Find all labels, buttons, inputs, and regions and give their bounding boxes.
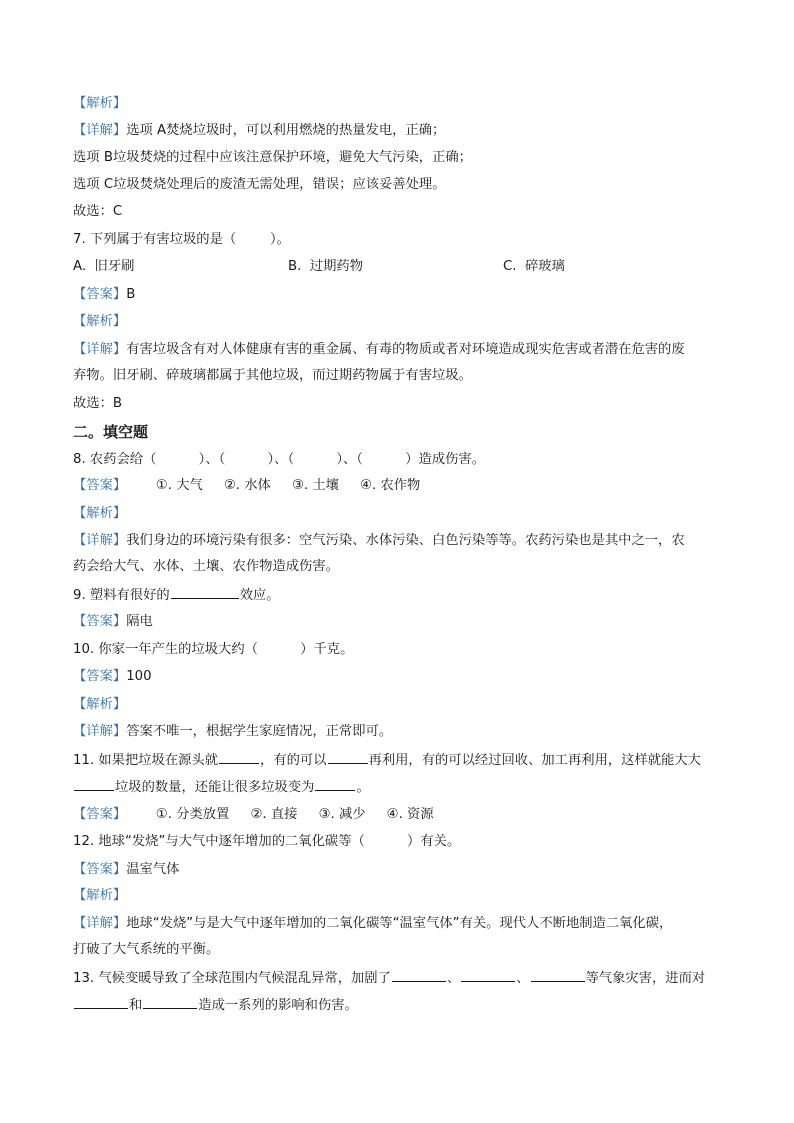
- line-text: 100: [126, 669, 152, 684]
- text-line: [73, 313, 126, 331]
- line-text: 地球“发烧”与是大气中逐年增加的二氧化碳等“温室气体”有关。现代人不断地制造二氧化碳，: [126, 916, 673, 931]
- fill-in-blank: [171, 586, 239, 599]
- line-text: 打破了大气系统的平衡。: [73, 942, 220, 957]
- text-line: [73, 861, 179, 879]
- text-line: [73, 996, 358, 1015]
- line-text: 9. 塑料有很好的: [73, 588, 170, 603]
- section-tag: 【详解】: [73, 123, 127, 138]
- text-line: [73, 558, 339, 576]
- text-line: [73, 149, 472, 167]
- answer-option: B. 过期药物: [288, 259, 363, 274]
- text-line: [73, 203, 122, 221]
- section-tag: 【答案】: [73, 669, 127, 684]
- text-line: [73, 505, 126, 523]
- line-text: 答案不唯一，根据学生家庭情况，正常即可。: [126, 724, 393, 739]
- text-line: [73, 668, 152, 686]
- section-heading: [73, 423, 148, 441]
- line-text: 有害垃圾含有对人体健康有害的重金属、有毒的物质或者对环境造成现实危害或者潜在危害的废: [126, 342, 685, 357]
- fill-in-blank: [219, 751, 259, 764]
- text-line: [73, 451, 485, 469]
- line-text: 和: [129, 998, 143, 1013]
- text-line: [73, 941, 219, 959]
- text-line: [73, 477, 420, 495]
- line-text: 8. 农药会给（ ）、（ ）、（ ）、（ ）造成伤害。: [73, 452, 486, 467]
- text-line: [73, 641, 353, 659]
- text-line: [73, 286, 135, 304]
- section-tag: 【解析】: [73, 697, 127, 712]
- section-tag: 【答案】: [73, 287, 127, 302]
- text-line: [73, 586, 280, 605]
- line-text: 选项 B垃圾焚烧的过程中应该注意保护环境，避免大气污染，正确；: [73, 150, 472, 165]
- text-line: [73, 969, 705, 988]
- text-line: [73, 341, 685, 359]
- line-text: 选项 A焚烧垃圾时，可以利用燃烧的热量发电，正确；: [126, 123, 446, 138]
- fill-in-blank: [74, 996, 128, 1009]
- line-text: 垃圾的数量，还能让很多垃圾变为: [115, 780, 315, 795]
- text-line: [73, 751, 701, 770]
- text-line: [73, 806, 434, 824]
- text-line: [73, 833, 460, 851]
- line-text: 11. 如果把垃圾在源头就: [73, 753, 219, 768]
- text-line: [73, 395, 122, 413]
- line-text: 、: [516, 971, 530, 986]
- fill-in-blank: [328, 751, 368, 764]
- line-text: 温室气体: [126, 862, 180, 877]
- text-line: [73, 887, 126, 905]
- line-text: B: [126, 287, 136, 302]
- text-line: [73, 532, 685, 550]
- line-text: 二。填空题: [73, 423, 149, 441]
- line-text: 选项 C垃圾焚烧处理后的废渣无需处理，错误；应该妥善处理。: [73, 177, 446, 192]
- line-text: 造成一系列的影响和伤害。: [198, 998, 358, 1013]
- line-text: ，有的可以: [260, 753, 327, 768]
- fill-in-blank: [392, 969, 446, 982]
- section-tag: 【解析】: [73, 506, 127, 521]
- line-text: ①. 分类放置 ②. 直接 ③. 减少 ④. 资源: [126, 807, 434, 822]
- section-tag: 【解析】: [73, 888, 127, 903]
- line-text: 我们身边的环境污染有很多：空气污染、水体污染、白色污染等等。农药污染也是其中之一，农: [126, 533, 685, 548]
- line-text: 隔电: [126, 614, 153, 629]
- section-tag: 【答案】: [73, 478, 127, 493]
- line-text: 再利用，有的可以经过回收、加工再利用，这样就能大大: [368, 753, 701, 768]
- text-line: [73, 613, 153, 631]
- fill-in-blank: [461, 969, 515, 982]
- line-text: 12. 地球“发烧”与大气中逐年增加的二氧化碳等（ ）有关。: [73, 834, 461, 849]
- answer-option: C. 碎玻璃: [503, 259, 565, 274]
- fill-in-blank: [315, 778, 355, 791]
- line-text: 7. 下列属于有害垃圾的是（ ）。: [73, 232, 290, 247]
- line-text: 药会给大气、水体、土壤、农作物造成伤害。: [73, 559, 339, 574]
- section-tag: 【解析】: [73, 314, 127, 329]
- text-line: [73, 95, 126, 113]
- fill-in-blank: [531, 969, 585, 982]
- line-text: 弃物。旧牙刷、碎玻璃都属于其他垃圾，而过期药物属于有害垃圾。: [73, 368, 472, 383]
- line-text: 等气象灾害，进而对: [585, 971, 706, 986]
- line-text: 、: [446, 971, 461, 986]
- text-line: [73, 231, 290, 249]
- text-line: [73, 778, 370, 797]
- section-tag: 【详解】: [73, 724, 127, 739]
- section-tag: 【详解】: [73, 533, 127, 548]
- text-line: [73, 723, 392, 741]
- text-line: [73, 696, 126, 714]
- section-tag: 【答案】: [73, 807, 127, 822]
- answer-option: A. 旧牙刷: [73, 259, 135, 274]
- section-tag: 【详解】: [73, 342, 127, 357]
- fill-in-blank: [143, 996, 197, 1009]
- line-text: 故选：B: [73, 396, 123, 411]
- section-tag: 【解析】: [73, 96, 127, 111]
- line-text: 。: [356, 780, 370, 795]
- line-text: 故选：C: [73, 204, 123, 219]
- line-text: 效应。: [239, 588, 280, 603]
- text-line: [73, 176, 446, 194]
- text-line: [73, 915, 672, 933]
- section-tag: 【答案】: [73, 862, 127, 877]
- fill-in-blank: [74, 778, 114, 791]
- line-text: ①. 大气 ②. 水体 ③. 土壤 ④. 农作物: [126, 478, 421, 493]
- text-line: [73, 367, 472, 385]
- line-text: 10. 你家一年产生的垃圾大约（ ）千克。: [73, 642, 354, 657]
- line-text: 13. 气候变暖导致了全球范围内气候混乱异常，加剧了: [73, 971, 391, 986]
- section-tag: 【答案】: [73, 614, 127, 629]
- text-line: [73, 122, 445, 140]
- section-tag: 【详解】: [73, 916, 127, 931]
